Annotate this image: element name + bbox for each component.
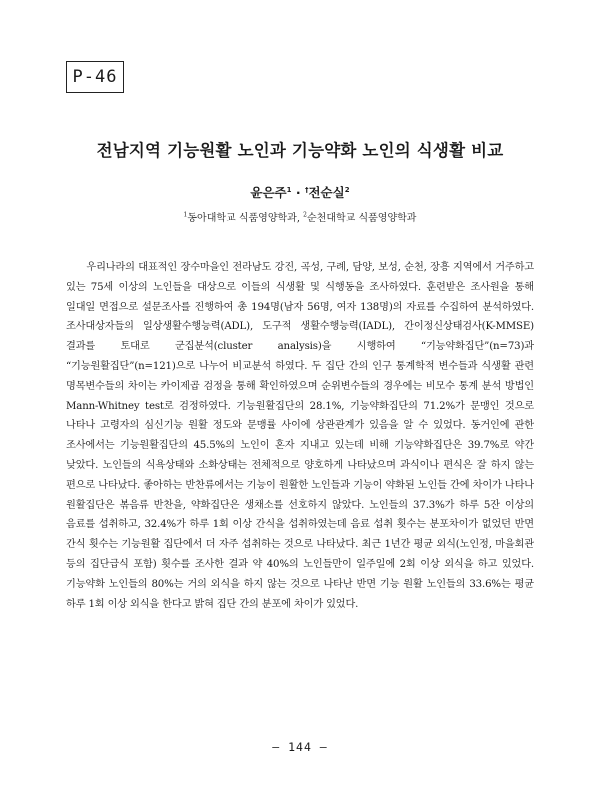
author-line — [0, 183, 600, 201]
affiliation-mark: 1 — [286, 185, 292, 194]
affiliation-mark: 1 — [183, 211, 188, 219]
page-number: – 144 – — [272, 740, 328, 754]
affiliation-mark: 2 — [303, 211, 307, 219]
poster-label: P-46 — [66, 61, 124, 93]
author-name: 전순실 — [308, 185, 345, 200]
corresponding-mark: † — [304, 185, 309, 194]
affiliation: 순천대학교 식품영양학과 — [307, 213, 417, 224]
author-name: 윤은주 — [250, 185, 287, 200]
author-separator: · — [291, 185, 305, 200]
affiliation-mark: 2 — [344, 185, 350, 194]
affiliation: 동아대학교 식품영양학과, — [187, 213, 304, 224]
paper-title: 전남지역 기능원활 노인과 기능약화 노인의 식생활 비교 — [96, 141, 504, 160]
abstract-body: 우리나라의 대표적인 장수마을인 전라남도 강진, 곡성, 구례, 담양, 보성, 순천, 장흥 지역에서 거주하고 있는 75세 이상의 노인들을 대상으로 이들의 식생활 및 식행동을 조사하였다. 훈련받은 조사원을 통해 일대일 면접으로 설문조사를 진행하여 총 194명(남자 56명, 여자 138명)의 자료를 수집하여 분석하였다. 조사대상자들의 일상생활수행능력(ADL), 도구적 생활수행능력(IADL), 간이정신상태검사(K-MMSE) 결과를 토대로 군집분석(cluster analysis)을 시행하여 “기능약화집단”(n=73)과 “기능원활집단”(n=121)으로 나누어 비교분석 하였다. 두 집단 간의 인구 통계학적 변수들과 식생활 관련 명목변수들의 차이는 카이제곱 검정을 통해 확인하였으며 순위변수들의 경우에는 비모수 통계 분석 방법인 Mann-Whitney test로 검정하였다. 기능원활집단의 28.1%, 기능약화집단의 71.2%가 문맹인 것으로 나타나 고령자의 심신기능 원활 정도와 문맹률 사이에 상관관계가 있음을 알 수 있었다. 동거인에 관한 조사에서는 기능원활집단의 45.5%의 노인이 혼자 지내고 있는데 비해 기능약화집단은 39.7%로 약간 낮았다. 노인들의 식욕상태와 소화상태는 전체적으로 양호하게 나타났으며 과식이나 편식은 잘 하지 않는 편으로 나타났다. 좋아하는 반찬류에서는 기능이 원활한 노인들과 기능이 약화된 노인들 간에 차이가 나타나 원활집단은 볶음류 반찬을, 약화집단은 생채소를 선호하지 않았다. 노인들의 37.3%가 하루 5잔 이상의 음료를 섭취하고, 32.4%가 하루 1회 이상 간식을 섭취하였는데 음료 섭취 횟수는 분포차이가 없었던 반면 간식 횟수는 기능원활 집단에서 더 자주 섭취하는 것으로 나타났다. 최근 1년간 평균 외식(노인정, 마을회관 등의 집단급식 포함) 횟수를 조사한 결과 약 40%의 노인들만이 일주일에 2회 이상 외식을 하고 있었다. 기능약화 노인들의 80%는 거의 외식을 하지 않는 것으로 나타난 반면 기능 원활 노인들의 33.6%는 평균 하루 1회 이상 외식을 한다고 밝혀 집단 간의 분포에 차이가 있었다. — [66, 262, 534, 610]
affiliation-line — [0, 209, 600, 224]
